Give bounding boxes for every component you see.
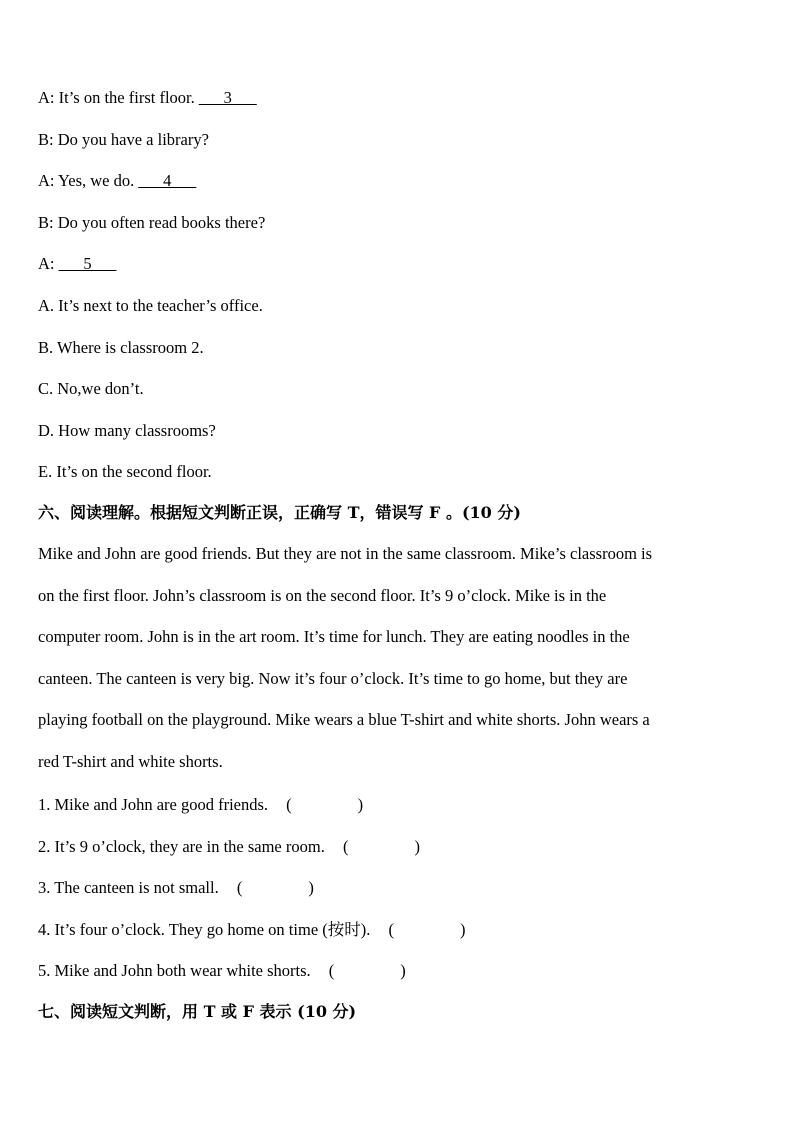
- answer-bracket[interactable]: ( ): [236, 878, 314, 897]
- answer-bracket[interactable]: ( ): [286, 795, 364, 814]
- answer-blank-5: ___5___: [58, 254, 117, 273]
- dialogue-text: Yes, we do.: [54, 171, 139, 190]
- answer-bracket[interactable]: ( ): [342, 837, 420, 856]
- passage-line: computer room. John is in the art room. It’s time for lunch. They are eating noodles in the: [38, 627, 630, 647]
- dialogue-line-1: [38, 88, 257, 108]
- speaker-label: A:: [38, 254, 55, 273]
- answer-blank-3: ___3___: [198, 88, 257, 107]
- dialogue-line-5: [38, 254, 116, 274]
- passage-line: Mike and John are good friends. But they are not in the same classroom. Mike’s classroom is: [38, 544, 653, 563]
- answer-bracket[interactable]: ( ): [328, 961, 406, 980]
- question-4: [38, 920, 466, 940]
- question-text: 3. The canteen is not small.: [38, 878, 219, 897]
- dialogue-text: Do you often read books there?: [53, 213, 266, 232]
- option-c: C. No,we don’t.: [38, 379, 144, 398]
- passage-line: on the first floor. John’s classroom is on the second floor. It’s 9 o’clock. Mike is in the: [38, 585, 607, 605]
- question-2: [38, 837, 420, 857]
- speaker-label: A:: [38, 88, 55, 107]
- reading-passage: [38, 533, 738, 783]
- dialogue-text: Do you have a library?: [53, 130, 209, 149]
- section-7-heading: 七、阅读短文判断，用 T 或 F 表示 (10 分): [38, 1002, 357, 1021]
- answer-blank-4: ___4___: [138, 171, 197, 190]
- dialogue-line-4: [38, 213, 265, 233]
- question-3: [38, 878, 314, 898]
- question-text: 2. It’s 9 o’clock, they are in the same room.: [38, 837, 325, 856]
- question-text: 1. Mike and John are good friends.: [38, 795, 269, 814]
- speaker-label: A:: [38, 171, 55, 190]
- question-1: [38, 795, 363, 815]
- option-d: D. How many classrooms?: [38, 421, 216, 440]
- option-b: B. Where is classroom 2.: [38, 338, 204, 357]
- dialogue-text: It’s on the first floor.: [54, 88, 199, 107]
- section-6-heading: 六、阅读理解。根据短文判断正误，正确写 T，错误写 F 。(10 分): [38, 503, 521, 522]
- passage-line: canteen. The canteen is very big. Now it’s four o’clock. It’s time to go home, but they are: [38, 668, 628, 688]
- option-a: A. It’s next to the teacher’s office.: [38, 296, 263, 315]
- question-5: [38, 961, 406, 981]
- passage-line: red T-shirt and white shorts.: [38, 751, 223, 771]
- speaker-label: B:: [38, 130, 54, 149]
- question-text: 5. Mike and John both wear white shorts.: [38, 961, 311, 980]
- passage-line: playing football on the playground. Mike wears a blue T-shirt and white shorts. John wears a: [38, 710, 650, 730]
- option-e: E. It’s on the second floor.: [38, 462, 212, 481]
- dialogue-line-2: [38, 130, 209, 150]
- speaker-label: B:: [38, 213, 54, 232]
- dialogue-line-3: [38, 171, 196, 191]
- question-text: 4. It’s four o’clock. They go home on time (按时).: [38, 920, 371, 939]
- answer-bracket[interactable]: ( ): [388, 920, 466, 939]
